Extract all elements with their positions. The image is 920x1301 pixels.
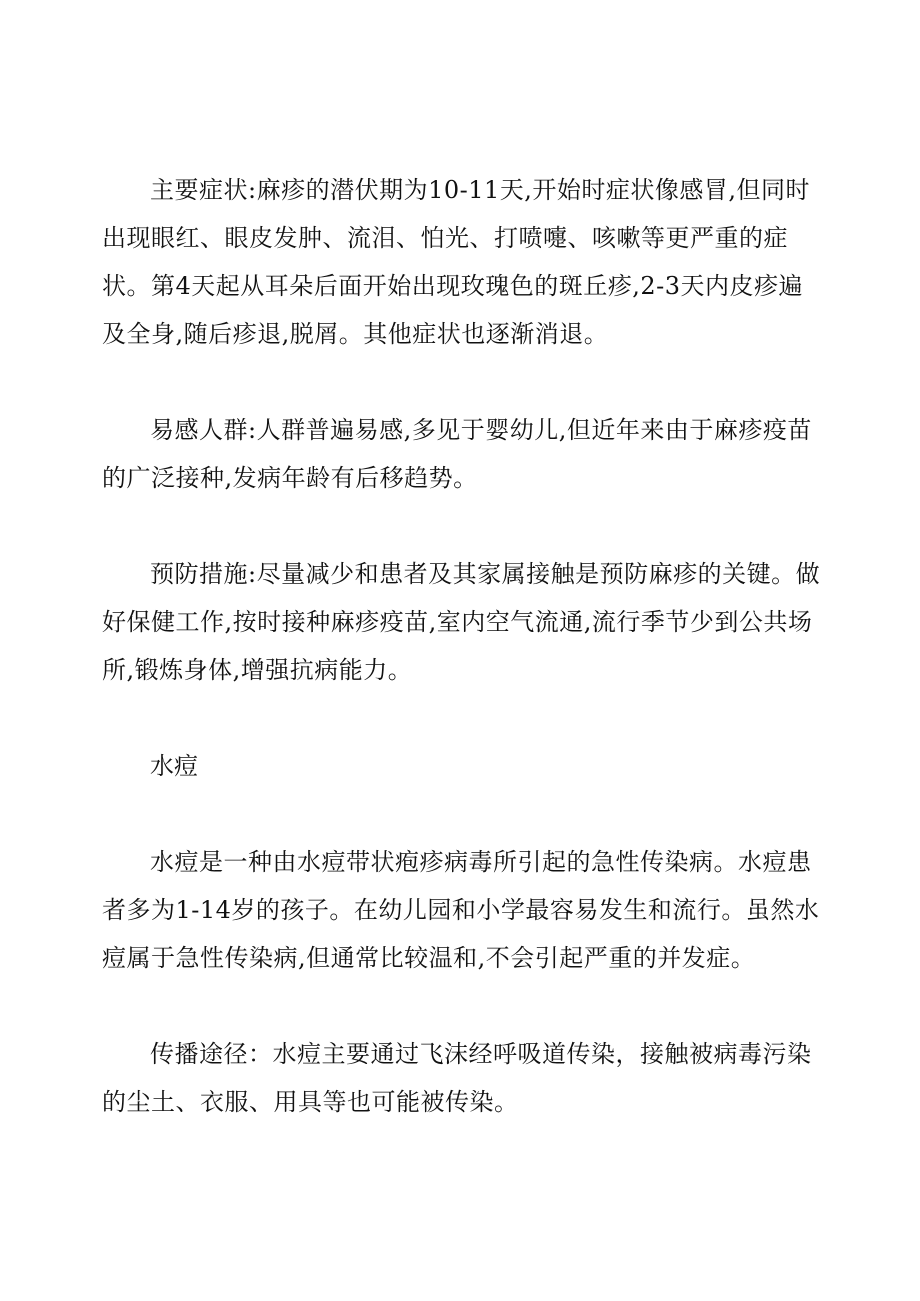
paragraph-measles-susceptible-population: 易感人群:人群普遍易感,多见于婴幼儿,但近年来由于麻疹疫苗的广泛接种,发病年龄有后移趋势。 [102,416,812,492]
paragraph-chickenpox-transmission: 传播途径：水痘主要通过飞沫经呼吸道传染，接触被病毒污染的尘土、衣服、用具等也可能被传染。 [102,1040,812,1116]
paragraph-measles-symptoms: 主要症状:麻疹的潜伏期为10-11天,开始时症状像感冒,但同时出现眼红、眼皮发肿、流泪、怕光、打喷嚏、咳嗽等更严重的症状。第4天起从耳朵后面开始出现玫瑰色的斑丘疹,2-3天内皮疹遍及全身,随后疹退,脱屑。其他症状也逐渐消退。 [102,176,811,348]
section-heading-chickenpox: 水痘 [150,752,198,780]
paragraph-measles-prevention: 预防措施:尽量减少和患者及其家属接触是预防麻疹的关键。做好保健工作,按时接种麻疹疫苗,室内空气流通,流行季节少到公共场所,锻炼身体,增强抗病能力。 [102,560,821,684]
paragraph-chickenpox-intro: 水痘是一种由水痘带状疱疹病毒所引起的急性传染病。水痘患者多为1-14岁的孩子。在幼儿园和小学最容易发生和流行。虽然水痘属于急性传染病,但通常比较温和,不会引起严重的并发症。 [102,848,820,972]
